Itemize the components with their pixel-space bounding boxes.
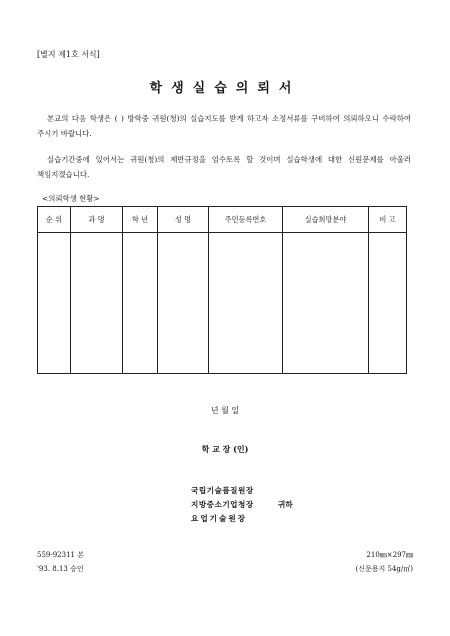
responsibility-paragraph: 실습기간중에 있어서는 귀원(청)의 제반규정을 엄수토록 할 것이며 실습학생에 대한 신원문제를 아울러 책임지겠습니다.: [37, 155, 411, 179]
table-cell-name: [158, 233, 209, 374]
student-table: [37, 206, 407, 374]
header-department: 과 명: [71, 207, 123, 233]
header-grade: 학 년: [123, 207, 158, 233]
table-row: [38, 233, 407, 374]
table-cell-grade: [123, 233, 158, 374]
table-cell-department: [71, 233, 123, 374]
footer-paper-type: (신문용지 54g/㎡): [355, 565, 413, 573]
date-line: 년 월 일: [210, 406, 240, 415]
header-resident-number: 주민등록번호: [209, 207, 283, 233]
recipient-1: 국립기술품질원장: [191, 486, 254, 495]
table-cell-resident-number: [209, 233, 283, 374]
header-name: 성 명: [158, 207, 209, 233]
honorific: 귀하: [278, 500, 293, 509]
principal-signature: 학 교 장 (인): [201, 444, 249, 454]
document-title: 학생실습의뢰서: [149, 81, 301, 96]
request-paragraph: 본교의 다음 학생은 ( ) 방학중 귀원(청)의 실습지도를 받게 하고자 소정서류를 구비하여 의뢰하오니 수락하여 주시기 바랍니다.: [37, 114, 411, 138]
student-status-label: <의뢰학생 현황>: [42, 194, 100, 203]
table-header-row: [38, 207, 407, 233]
footer-paper-size: 210㎜×297㎜: [366, 551, 413, 559]
table-cell-remarks: [369, 233, 407, 374]
header-rank: 순 위: [38, 207, 71, 233]
table-cell-rank: [38, 233, 71, 374]
header-desired-field: 실습희망분야: [283, 207, 369, 233]
footer-form-code: 559-92311 본: [37, 551, 84, 559]
table-cell-desired-field: [283, 233, 369, 374]
recipient-2: 지방중소기업청장: [191, 500, 254, 509]
footer-approval-date: '93. 8.13 승인: [37, 565, 84, 573]
header-remarks: 비 고: [369, 207, 407, 233]
recipient-3: 요업기술원장: [191, 514, 248, 523]
form-number: [별지 제1호 서식]: [37, 50, 100, 59]
